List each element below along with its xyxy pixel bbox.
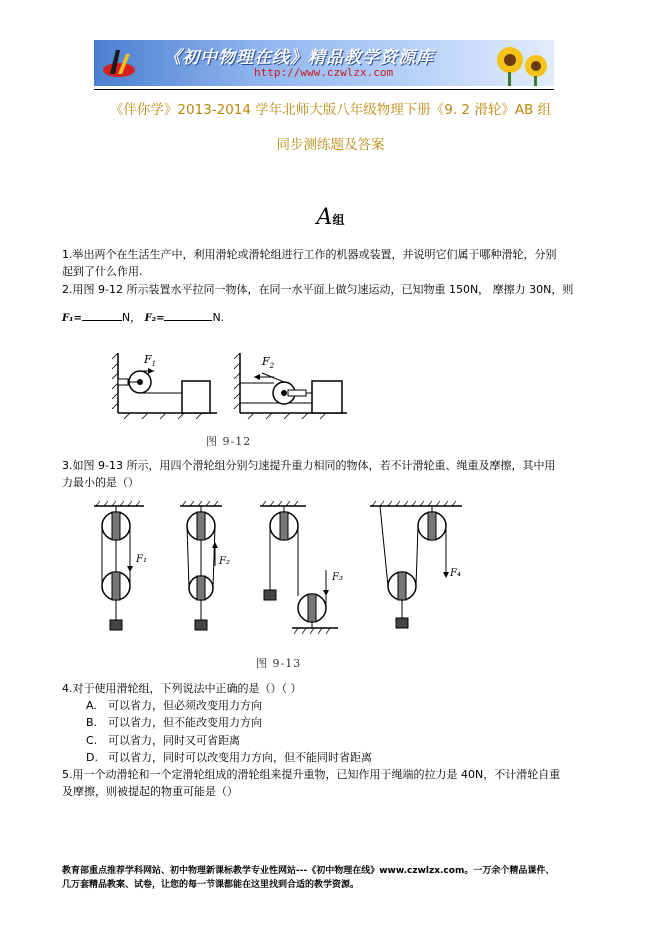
footer-line2: 几万套精品教案、试卷，让您的每一节课都能在这里找到合适的教学资源。	[62, 880, 360, 890]
question-5-line1: 5.用一个动滑轮和一个定滑轮组成的滑轮组来提升重物，已知作用于绳端的拉力是 40N，不计滑轮自重	[62, 768, 561, 781]
question-5-line2: 及摩擦，则被提起的物重可能是（）	[62, 785, 238, 798]
figure-9-13	[88, 500, 468, 640]
question-5	[62, 766, 602, 800]
group-letter: A	[316, 205, 333, 230]
question-4-option-a[interactable]: A. 可以省力，但必须改变用力方向	[86, 699, 262, 712]
site-logo-icon	[100, 44, 138, 82]
question-3	[62, 457, 602, 491]
f2-blank[interactable]	[164, 310, 212, 321]
question-4-stem: 4.对于使用滑轮组，下列说法中正确的是（）（ ）	[62, 682, 302, 695]
fig-9-12-f2-label: $F_2$	[262, 355, 275, 370]
fig-9-12-left	[112, 353, 217, 419]
banner-title: 《初中物理在线》精品教学资源库	[164, 48, 434, 68]
question-4-option-c[interactable]: C. 可以省力，同时又可省距离	[86, 734, 240, 747]
figure-9-12-caption: 图 9-12	[206, 435, 252, 448]
fig-9-13-f4-label: F₄	[450, 568, 461, 579]
pulley-system-2	[187, 506, 230, 630]
question-4-option-b[interactable]: B. 可以省力，但不能改变用力方向	[86, 716, 262, 729]
figure-9-12	[112, 345, 362, 425]
f1-label: F₁=	[62, 313, 82, 324]
doc-title-line1: 《伴你学》2013-2014 学年北师大版八年级物理下册《9. 2 滑轮》AB 组	[109, 102, 552, 118]
group-word: 组	[332, 213, 345, 227]
fig-9-13-f1-label: F₁	[136, 554, 147, 565]
f1-unit: N，	[121, 311, 142, 324]
pulley-system-1	[102, 506, 147, 630]
question-1-line2: 起到了什么作用.	[62, 265, 143, 278]
doc-title-line2: 同步测练题及答案	[276, 137, 385, 153]
pulley-system-4	[380, 506, 461, 628]
fig-9-12-right	[234, 353, 347, 419]
question-4-option-d[interactable]: D. 可以省力，同时可以改变用力方向，但不能同时省距离	[86, 751, 372, 764]
f1-blank[interactable]	[82, 310, 122, 321]
fig-9-13-f2-label: F₂	[219, 556, 230, 567]
fig-9-12-f1-label: $F_1$	[144, 353, 157, 368]
question-2-line1: 2.用图 9-12 所示装置水平拉同一物体，在同一水平面上做匀速运动，已知物重 150N， 摩擦力 30N，则	[62, 283, 574, 296]
sunflower-icon	[488, 40, 552, 86]
header-rule	[94, 89, 554, 90]
footer-line1: 教育部重点推荐学科网站、初中物理新课标教学专业性网站---《初中物理在线》www.czwlzx.com。一万余个精品课件、	[62, 866, 555, 876]
banner-url[interactable]: http://www.czwlzx.com	[254, 66, 394, 79]
page-footer	[62, 864, 622, 892]
figure-9-13-caption: 图 9-13	[256, 657, 302, 670]
question-1	[62, 246, 602, 280]
pulley-system-3	[264, 506, 343, 634]
question-3-line2: 力最小的是（）	[62, 476, 139, 489]
fig-9-13-f3-label: F₃	[332, 572, 343, 583]
question-3-line1: 3.如图 9-13 所示，用四个滑轮组分别匀速提升重力相同的物体，若不计滑轮重、绳重及摩擦，其中用	[62, 459, 556, 472]
group-heading	[0, 205, 661, 230]
question-2-blanks	[62, 309, 602, 327]
site-banner	[94, 40, 554, 86]
f2-unit: N.	[212, 311, 225, 324]
question-1-line1: 1.举出两个在生活生产中，利用滑轮或滑轮组进行工作的机器或装置，并说明它们属于哪种滑轮，分别	[62, 248, 557, 261]
f2-label: F₂=	[144, 313, 165, 324]
